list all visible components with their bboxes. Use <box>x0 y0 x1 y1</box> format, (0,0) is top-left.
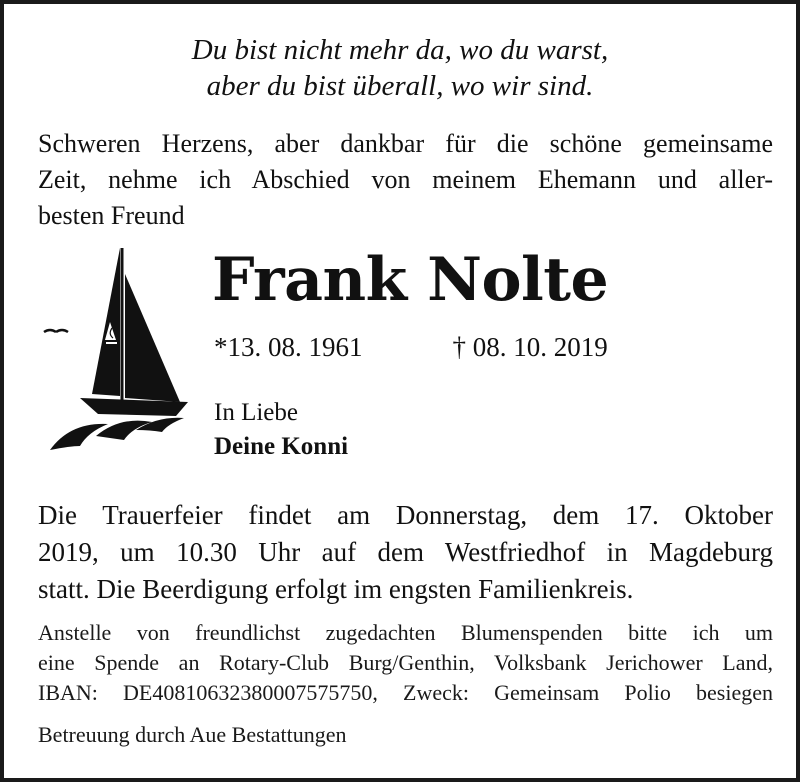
donation-line-2: eine Spende an Rotary-Club Burg/Genthin, Volksbank Jerichower Land, <box>38 650 773 675</box>
ceremony-line-3: statt. Die Beerdigung erfolgt im engsten Familienkreis. <box>38 574 634 604</box>
intro-line-2: Zeit, nehme ich Abschied von meinem Ehemann und aller- <box>38 165 773 194</box>
closing-phrase: In Liebe <box>214 399 298 426</box>
death-date: † 08. 10. 2019 <box>452 332 608 362</box>
undertaker-credit: Betreuung durch Aue Bestattungen <box>38 722 347 747</box>
sailboat-icon <box>40 244 190 456</box>
ceremony-line-1: Die Trauerfeier findet am Donnerstag, dem 17. Oktober <box>38 500 773 530</box>
quote-line-1: Du bist nicht mehr da, wo du warst, <box>191 34 609 66</box>
birth-date: *13. 08. 1961 <box>214 332 363 362</box>
ceremony-line-2: 2019, um 10.30 Uhr auf dem Westfriedhof in Magdeburg <box>38 537 773 567</box>
funeral-details <box>38 497 773 608</box>
donation-request <box>38 618 773 708</box>
donation-line-3: IBAN: DE40810632380007575750, Zweck: Gemeinsam Polio besiegen <box>38 680 773 705</box>
intro-text <box>38 126 773 234</box>
quote-line-2: aber du bist überall, wo wir sind. <box>206 70 594 102</box>
donation-line-1: Anstelle von freundlichst zugedachten Blumenspenden bitte ich um <box>38 620 773 645</box>
memorial-quote <box>4 32 796 104</box>
intro-line-3: besten Freund <box>38 201 185 230</box>
intro-line-1: Schweren Herzens, aber dankbar für die schöne gemeinsame <box>38 129 773 158</box>
deceased-name: Frank Nolte <box>212 245 609 315</box>
life-dates <box>214 330 608 364</box>
signer-name: Deine Konni <box>214 433 349 460</box>
